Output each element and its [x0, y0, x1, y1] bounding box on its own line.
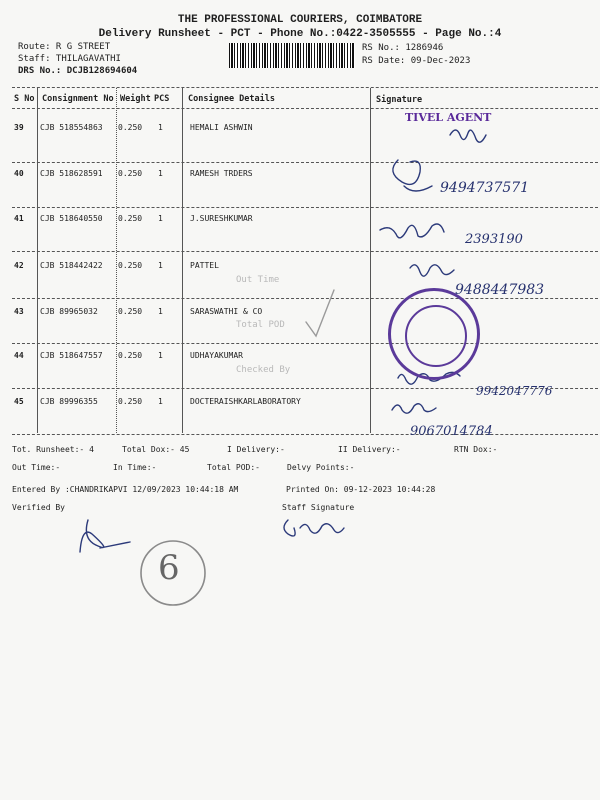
signature-stroke: [450, 130, 486, 142]
tivel-agent-stamp: TIVEL AGENT: [405, 111, 492, 124]
row-pcs: 1: [158, 169, 163, 178]
row-pcs: 1: [158, 397, 163, 406]
total-pod: Total POD:-: [207, 463, 260, 472]
row-pcs: 1: [158, 214, 163, 223]
bleed-through-text: Total POD: [236, 320, 285, 330]
document-subtitle: Delivery Runsheet - PCT - Phone No.:0422-3505555 - Page No.:4: [98, 28, 502, 40]
row-consignment: CJB 518640550: [40, 214, 103, 223]
col-weight: Weight: [120, 94, 151, 104]
in-time: In Time:-: [113, 463, 157, 472]
row-consignment: CJB 518628591: [40, 169, 103, 178]
row-sno: 45: [14, 397, 24, 406]
row-consignment: CJB 89965032: [40, 307, 98, 316]
row-pcs: 1: [158, 307, 163, 316]
row-consignee: HEMALI ASHWIN: [190, 123, 253, 132]
check-mark: [306, 290, 334, 336]
row-pcs: 1: [158, 261, 163, 270]
out-time: Out Time:-: [12, 463, 61, 472]
bleed-through-text: Out Time: [236, 275, 280, 285]
col-consignment: Consignment No: [42, 94, 114, 104]
rs-number: RS No.: 1286946: [362, 43, 444, 53]
company-stamp: [388, 288, 480, 380]
row-consignment: CJB 518554863: [40, 123, 103, 132]
row-consignment: CJB 518442422: [40, 261, 103, 270]
verified-by-label: Verified By: [12, 503, 65, 512]
ii-delivery: II Delivery:-: [338, 445, 401, 454]
handwritten-phone: 9067014784: [410, 424, 493, 439]
row-weight: 0.250: [118, 261, 143, 270]
row-consignee: RAMESH TRDERS: [190, 169, 253, 178]
col-pcs: PCS: [154, 94, 170, 104]
row-weight: 0.250: [118, 307, 143, 316]
delivery-points: Delvy Points:-: [287, 463, 355, 472]
route-label: Route: R G STREET: [18, 42, 111, 52]
col-signature: Signature: [376, 95, 423, 105]
signature-stroke: [393, 160, 432, 191]
row-consignee: J.SURESHKUMAR: [190, 214, 253, 223]
handwritten-phone: 9942047776: [476, 384, 553, 398]
row-consignment: CJB 518647557: [40, 351, 103, 360]
signature-stroke: [380, 224, 444, 238]
handwritten-phone: 9488447983: [455, 282, 545, 298]
row-consignee: UDHAYAKUMAR: [190, 351, 243, 360]
row-sno: 41: [14, 214, 24, 223]
row-sno: 40: [14, 169, 24, 178]
signature-stroke: [80, 520, 130, 552]
entered-by: Entered By :CHANDRIKAPVI 12/09/2023 10:44:18 AM: [12, 485, 239, 494]
row-consignee: PATTEL: [190, 261, 219, 270]
row-sno: 44: [14, 351, 24, 360]
row-sno: 43: [14, 307, 24, 316]
row-consignment: CJB 89996355: [40, 397, 98, 406]
circled-number: 6: [158, 548, 180, 588]
handwritten-phone: 9494737571: [440, 180, 530, 196]
i-delivery: I Delivery:-: [227, 445, 285, 454]
col-consignee: Consignee Details: [188, 94, 275, 104]
row-weight: 0.250: [118, 123, 143, 132]
printed-on: Printed On: 09-12-2023 10:44:28: [286, 485, 436, 494]
row-weight: 0.250: [118, 169, 143, 178]
row-pcs: 1: [158, 351, 163, 360]
rs-date: RS Date: 09-Dec-2023: [362, 56, 471, 66]
company-stamp-inner: [405, 305, 467, 367]
row-weight: 0.250: [118, 351, 143, 360]
staff-signature-label: Staff Signature: [282, 503, 355, 512]
tot-runsheet: Tot. Runsheet:- 4: [12, 445, 94, 454]
signature-stroke: [392, 404, 436, 413]
row-sno: 39: [14, 123, 24, 132]
total-dox: Total Dox:- 45: [122, 445, 190, 454]
row-sno: 42: [14, 261, 24, 270]
row-consignee: DOCTERAISHKARLABORATORY: [190, 397, 301, 406]
rtn-dox: RTN Dox:-: [454, 445, 498, 454]
col-sno: S No: [14, 94, 35, 104]
row-weight: 0.250: [118, 214, 143, 223]
drs-number: DRS No.: DCJB128694604: [18, 66, 138, 76]
row-pcs: 1: [158, 123, 163, 132]
staff-label: Staff: THILAGAVATHI: [18, 54, 121, 64]
row-consignee: SARASWATHI & CO: [190, 307, 263, 316]
bleed-through-text: Checked By: [236, 365, 291, 375]
signature-stroke: [284, 520, 344, 536]
signature-stroke: [410, 265, 454, 276]
document-title: THE PROFESSIONAL COURIERS, COIMBATORE: [177, 14, 423, 26]
handwritten-number: 2393190: [465, 232, 523, 247]
row-weight: 0.250: [118, 397, 143, 406]
